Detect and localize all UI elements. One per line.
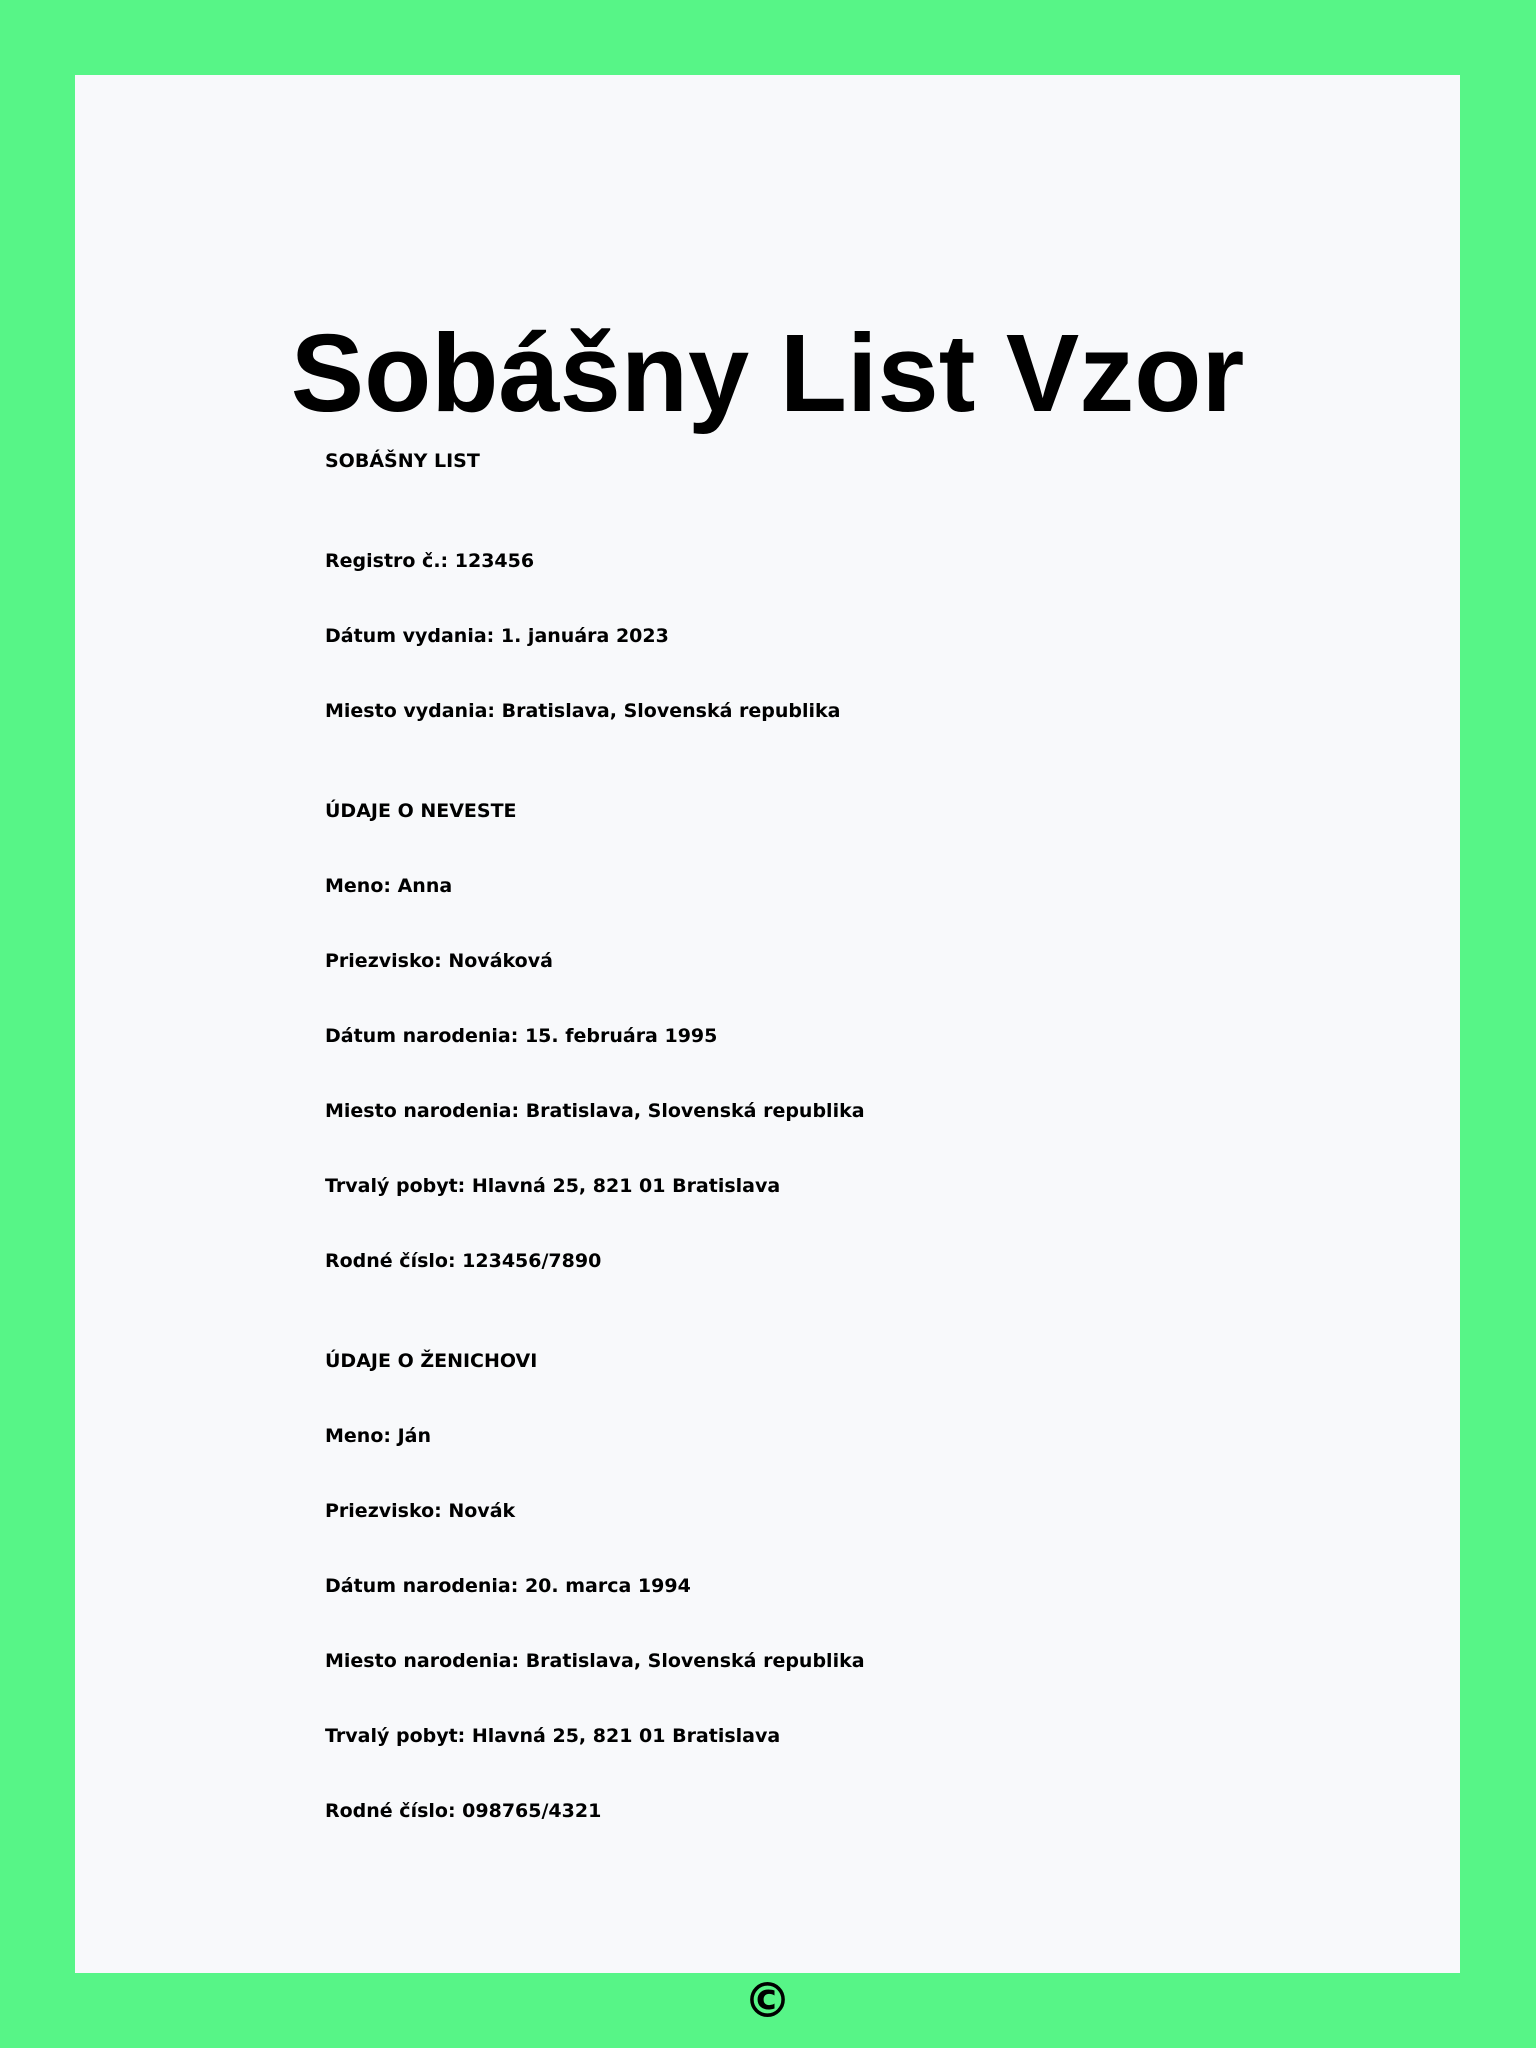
registry-number: Registro č.: 123456 bbox=[325, 550, 535, 572]
copyright-icon: © bbox=[743, 1973, 792, 2029]
bride-birth-date: Dátum narodenia: 15. februára 1995 bbox=[325, 1025, 718, 1047]
issue-date: Dátum vydania: 1. januára 2023 bbox=[325, 625, 669, 647]
document-page bbox=[75, 75, 1460, 2029]
bride-last-name: Priezvisko: Nováková bbox=[325, 950, 553, 972]
groom-last-name: Priezvisko: Novák bbox=[325, 1500, 516, 1522]
groom-birth-number: Rodné číslo: 098765/4321 bbox=[325, 1800, 602, 1822]
bride-first-name: Meno: Anna bbox=[325, 875, 453, 897]
bride-birth-number: Rodné číslo: 123456/7890 bbox=[325, 1250, 602, 1272]
document-title: Sobášny List Vzor bbox=[290, 312, 1245, 435]
bride-section-title: ÚDAJE O NEVESTE bbox=[325, 800, 517, 822]
issue-place: Miesto vydania: Bratislava, Slovenská republika bbox=[325, 700, 841, 722]
groom-birth-place: Miesto narodenia: Bratislava, Slovenská republika bbox=[325, 1650, 865, 1672]
groom-section-title: ÚDAJE O ŽENICHOVI bbox=[325, 1350, 538, 1372]
groom-birth-date: Dátum narodenia: 20. marca 1994 bbox=[325, 1575, 691, 1597]
certificate-heading: SOBÁŠNY LIST bbox=[325, 450, 480, 472]
groom-first-name: Meno: Ján bbox=[325, 1425, 432, 1447]
bride-residence: Trvalý pobyt: Hlavná 25, 821 01 Bratislava bbox=[325, 1175, 781, 1197]
bride-birth-place: Miesto narodenia: Bratislava, Slovenská republika bbox=[325, 1100, 865, 1122]
groom-residence: Trvalý pobyt: Hlavná 25, 821 01 Bratislava bbox=[325, 1725, 781, 1747]
